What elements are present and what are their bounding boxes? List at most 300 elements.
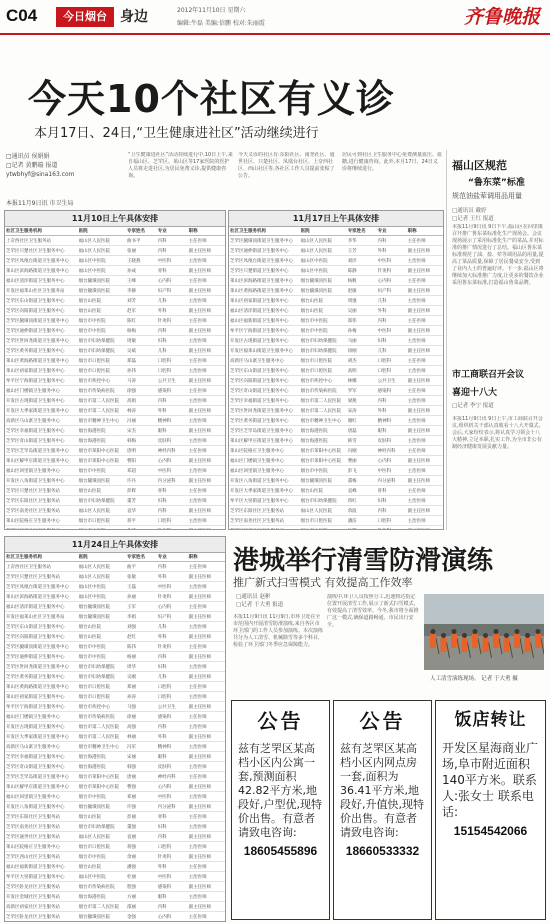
worker-figure: [535, 634, 541, 648]
table-cell: 骨科: [157, 486, 188, 496]
table-cell: 主任医师: [188, 276, 225, 286]
table-header-row: [5, 553, 225, 562]
table-row: [5, 276, 225, 286]
table-cell: [5, 526, 78, 531]
table-cell: 内科: [377, 396, 407, 406]
table-cell: 烟台毓璜顶医院: [78, 602, 126, 612]
table-cell: 烟台毓璜顶医院: [78, 612, 126, 622]
table-cell: [407, 526, 443, 531]
table-cell: 副主任医师: [188, 572, 225, 582]
snow-photo-caption: 人工清雪演练现场。 记者 于大勇 摄: [430, 676, 518, 682]
table-cell: 福山区中医院: [78, 582, 126, 592]
table-row: [229, 486, 443, 496]
table-cell: 上夼西社区卫生服务站: [5, 562, 78, 572]
table-cell: 神经内科: [377, 446, 407, 456]
table-cell: 心内科: [157, 912, 188, 922]
table-cell: 福山区人民医院: [78, 506, 126, 516]
table-cell: 芝罘区芝罘岛街道卫生服务中心: [5, 772, 78, 782]
table-cell: 芝罘区只楚社区卫生服务站: [5, 486, 78, 496]
table-cell: 副主任医师: [407, 456, 443, 466]
table-cell: 余丽: [126, 852, 157, 862]
table-cell: 主治医师: [188, 722, 225, 732]
table-row: [229, 296, 443, 306]
table-row: [5, 306, 225, 316]
table-cell: 高明: [347, 366, 377, 376]
table-cell: 内科: [157, 562, 188, 572]
column-header: 社区卫生服务机构: [229, 227, 300, 236]
table-cell: 神经内科: [157, 446, 188, 456]
table-cell: 外科: [157, 406, 188, 416]
table-row: [229, 436, 443, 446]
table-cell: 烟台市第二人民医院: [78, 406, 126, 416]
table-cell: 儿科: [157, 296, 188, 306]
table-row: [5, 612, 225, 622]
table-cell: 儿科: [157, 346, 188, 356]
table-row: [5, 882, 225, 892]
table-cell: 徐刚: [347, 346, 377, 356]
table-cell: 潘强: [126, 862, 157, 872]
table-cell: 烟台市中医院: [300, 326, 347, 336]
table-cell: 皮肤科: [157, 436, 188, 446]
table-row: [229, 386, 443, 396]
table-cell: 韩强: [126, 762, 157, 772]
table-cell: 外科: [377, 246, 407, 256]
table-cell: 罗军: [347, 386, 377, 396]
table-cell: 针灸科: [157, 592, 188, 602]
table-cell: 主任医师: [188, 712, 225, 722]
worker-head: [494, 629, 499, 634]
ad-restaurant: [435, 700, 546, 920]
table-row: [229, 446, 443, 456]
table-cell: [229, 526, 300, 531]
ad-heading: 公告: [359, 709, 406, 733]
table-cell: 针灸科: [157, 642, 188, 652]
table-cell: 儿科: [157, 622, 188, 632]
table-cell: [157, 922, 188, 923]
table-row: [5, 922, 225, 923]
worker-head: [462, 633, 467, 638]
table-cell: 心内科: [157, 782, 188, 792]
table-cell: 彭丽: [126, 812, 157, 822]
table-cell: 吴斌: [126, 346, 157, 356]
table-cell: 副主任医师: [188, 672, 225, 682]
table-cell: 烟台市中医院: [78, 792, 126, 802]
table-row: [229, 266, 443, 276]
table-cell: 烟台山医院: [78, 862, 126, 872]
table-cell: 芝罘区黄务街道卫生服务中心: [229, 416, 300, 426]
table-cell: 妇产科: [157, 286, 188, 296]
table-cell: 主任医师: [407, 316, 443, 326]
table-cell: 副主任医师: [407, 306, 443, 316]
table-row: [5, 802, 225, 812]
table-cell: 烟台市口腔医院: [300, 356, 347, 366]
table-cell: 烟台市妇幼保健院: [78, 672, 126, 682]
table-row: [5, 762, 225, 772]
table-cell: [5, 922, 78, 923]
table-cell: 副主任医师: [188, 346, 225, 356]
table-cell: 主治医师: [188, 762, 225, 772]
table-cell: 杨梅: [126, 326, 157, 336]
table-title: 11月10日上午具体安排: [71, 214, 159, 223]
table-cell: [126, 526, 157, 531]
table-cell: 心内科: [157, 602, 188, 612]
table-cell: 烟台市疾控中心: [300, 376, 347, 386]
fushan-subhead: 规范油盐荤调用品用量: [452, 192, 522, 200]
table-cell: 儿科: [157, 672, 188, 682]
table-cell: 副主任医师: [188, 732, 225, 742]
column-header: 职称: [188, 553, 225, 562]
table-row: [5, 642, 225, 652]
table-cell: 主治医师: [407, 496, 443, 506]
worker-figure: [441, 638, 447, 652]
table-cell: 烟台市第二人民医院: [78, 722, 126, 732]
table-cell: 芝罘区东阳社区卫生服务站: [229, 506, 300, 516]
table-cell: 徐丽: [126, 712, 157, 722]
table-cell: 芝罘区毓璜顶街道卫生服务中心: [5, 642, 78, 652]
table-cell: 福山区福新街道卫生服务中心: [5, 862, 78, 872]
snow-drill-photo: [424, 594, 544, 670]
masthead-rule: [0, 33, 550, 35]
table-cell: 副主任医师: [188, 632, 225, 642]
table-cell: 福山区人民医院: [78, 236, 126, 246]
table-row: [229, 466, 443, 476]
table-cell: 烟台市口腔医院: [78, 366, 126, 376]
table-cell: 牟平区宁海街道卫生服务中心: [229, 326, 300, 336]
table-cell: 烟台市妇幼保健院: [78, 496, 126, 506]
table-cell: 陈伟: [126, 642, 157, 652]
table-cell: 杨丽: [126, 652, 157, 662]
ad-apartment: [231, 700, 330, 920]
table-row: [229, 396, 443, 406]
table-row: [5, 316, 225, 326]
table-cell: 徐强: [126, 386, 157, 396]
table-cell: 杨帆: [347, 276, 377, 286]
table-cell: 烟台市中医院: [300, 316, 347, 326]
column-header: 医院: [78, 227, 126, 236]
table-cell: 芝罘区南尧社区卫生服务站: [5, 822, 78, 832]
table-cell: 主治医师: [188, 822, 225, 832]
table-cell: 芝罘区奇山街道卫生服务中心: [5, 762, 78, 772]
snow-headline: 港城举行清雪防滑演练: [233, 546, 494, 576]
table-row: [5, 236, 225, 246]
table-cell: 烟台海港医院: [78, 436, 126, 446]
table-cell: 副主任医师: [188, 286, 225, 296]
table-cell: 副主任医师: [188, 246, 225, 256]
snow-drill-photo-graphic: [424, 594, 544, 670]
table-cell: 烟台市精神卫生中心: [78, 742, 126, 752]
table-cell: 烟台市莱阳中心医院: [78, 782, 126, 792]
table-row: [5, 682, 225, 692]
byline-reporter-1: □通讯员 侯娟娟: [6, 153, 50, 160]
table-cell: 芝罘区世回尧街道卫生服务中心: [5, 662, 78, 672]
table-cell: 中医科: [157, 582, 188, 592]
table-cell: 李娟: [126, 612, 157, 622]
table-cell: 烟台市口腔医院: [300, 366, 347, 376]
table-cell: 莱山区黄海路街道卫生服务中心: [5, 356, 78, 366]
table-cell: 主治医师: [188, 336, 225, 346]
table-row: [5, 622, 225, 632]
table-cell: 莱山区解甲庄街道卫生服务中心: [5, 782, 78, 792]
table-cell: 针灸科: [157, 316, 188, 326]
table-cell: 感染科: [377, 386, 407, 396]
table-row: [5, 862, 225, 872]
table-cell: 口腔科: [157, 356, 188, 366]
table-cell: 主治医师: [188, 842, 225, 852]
table-cell: 感染科: [157, 712, 188, 722]
table-cell: 赵红: [126, 632, 157, 642]
table-cell: 烟台市中医院: [78, 642, 126, 652]
table-cell: 陈静: [347, 266, 377, 276]
table-row: [5, 562, 225, 572]
table-row: [5, 426, 225, 436]
table-cell: 烟台毓璜顶医院: [78, 276, 126, 286]
table-row: [5, 712, 225, 722]
table-cell: 主治医师: [188, 692, 225, 702]
table-cell: 杜丽: [126, 872, 157, 882]
table-cell: 许强: [126, 802, 157, 812]
table-cell: 主任医师: [188, 236, 225, 246]
table-cell: 烟台山医院: [78, 296, 126, 306]
table-row: [5, 346, 225, 356]
table-cell: 高强: [126, 722, 157, 732]
table-cell: 芝罘区通伸街道卫生服务中心: [5, 652, 78, 662]
table-cell: 吴刚: [126, 672, 157, 682]
table-cell: 王军: [126, 602, 157, 612]
table-cell: 开发区大季家街道卫生服务中心: [229, 486, 300, 496]
table-cell: 芝罘区世回尧街道卫生服务中心: [229, 406, 300, 416]
table-cell: 副主任医师: [407, 286, 443, 296]
table-row: [5, 732, 225, 742]
table-cell: 副主任医师: [188, 702, 225, 712]
table-cell: 彭飞: [347, 466, 377, 476]
snow-byline: [236, 593, 283, 609]
table-cell: 副主任医师: [407, 506, 443, 516]
chamber-headline-1: 市工商联召开会议: [452, 370, 525, 380]
table-cell: 曹丽: [347, 456, 377, 466]
table-cell: 妇科: [157, 496, 188, 506]
table-cell: 内分泌科: [157, 802, 188, 812]
table-cell: 唐磊: [347, 426, 377, 436]
table-cell: 烟台市莱阳中心医院: [300, 456, 347, 466]
ad-body: 兹有芝罘区某高档小区内公寓一套,预测面积42.82平方米,地段好,户型优,现特价出售。有意者请致电咨询:: [238, 742, 322, 839]
table-row: [5, 446, 225, 456]
table-cell: 主任医师: [407, 236, 443, 246]
table-cell: 芝罘区南尧社区卫生服务站: [5, 506, 78, 516]
table-cell: 孙成: [126, 266, 157, 276]
table-row: [5, 286, 225, 296]
table-cell: 主治医师: [407, 466, 443, 476]
table-row: [229, 506, 443, 516]
table-cell: 妇产科: [157, 612, 188, 622]
table-cell: 莱山区滨海路街道卫生服务中心: [229, 276, 300, 286]
ad-phone: 18660533332: [345, 844, 420, 858]
table-cell: 主治医师: [407, 256, 443, 266]
worker-figure: [493, 634, 499, 648]
table-cell: 芝罘区卧龙社区卫生服务站: [5, 912, 78, 922]
table-cell: 烟台市口腔医院: [78, 516, 126, 526]
table-row: [229, 346, 443, 356]
schedule-table-nov17: [228, 210, 444, 530]
table-cell: 副主任医师: [188, 852, 225, 862]
table-cell: 公共卫生: [157, 376, 188, 386]
table-row: [5, 742, 225, 752]
table-cell: 烟台毓璜顶医院: [78, 476, 126, 486]
table-cell: 董强: [126, 822, 157, 832]
table-cell: 开发区大季家街道卫生服务中心: [5, 732, 78, 742]
table-cell: 芝罘区芝罘岛街道卫生服务中心: [229, 426, 300, 436]
byline-reporter-2: □记者 黄鹏璇 报道: [6, 162, 58, 169]
table-cell: 烟台市中医院: [78, 466, 126, 476]
table-cell: 金强: [126, 912, 157, 922]
table-cell: 芝罘区东山街道卫生服务中心: [229, 366, 300, 376]
table-cell: 儿科: [377, 296, 407, 306]
table-cell: 烟台市莱阳中心医院: [78, 772, 126, 782]
table-cell: 芝罘区只楚社区卫生服务中心: [5, 246, 78, 256]
table-cell: 莱山区滨海路街道卫生服务中心: [5, 592, 78, 602]
table-cell: 内科: [157, 832, 188, 842]
table-cell: 主治医师: [188, 516, 225, 526]
table-cell: 烟台市精神卫生中心: [78, 416, 126, 426]
table-cell: 副主任医师: [188, 612, 225, 622]
table-cell: 内科: [377, 236, 407, 246]
table-cell: 内科: [377, 506, 407, 516]
table-row: [229, 476, 443, 486]
table-cell: 福山区门楼镇卫生服务中心: [5, 386, 78, 396]
table-cell: 精神科: [157, 742, 188, 752]
table-cell: 主治医师: [407, 366, 443, 376]
table-cell: 福山区人民医院: [78, 562, 126, 572]
table-cell: 郑丽: [126, 682, 157, 692]
table-cell: 烟台市口腔医院: [78, 692, 126, 702]
table-row: [5, 336, 225, 346]
table-cell: 福山区清洋街道卫生服务中心: [5, 602, 78, 612]
worker-figure: [462, 638, 468, 652]
table-row: [229, 356, 443, 366]
masthead: [0, 0, 550, 38]
snow-subhead: 推广新式扫雪模式 有效提高工作效率: [233, 576, 413, 589]
table-row: [5, 752, 225, 762]
table-cell: 吴丽: [347, 306, 377, 316]
page-number: C04: [6, 6, 38, 25]
table-cell: 妇科: [157, 822, 188, 832]
table-cell: 烟台市妇幼保健院: [78, 336, 126, 346]
lead-paragraph-3: 居民可到社区卫生服务中心免费测量血压、血糖,进行健康咨询。此外,本月17日、24日义诊将继续进行。: [342, 152, 442, 172]
table-cell: 开发区金城社区卫生服务站: [5, 892, 78, 902]
table-row: [5, 572, 225, 582]
table-title-bar: [5, 537, 225, 553]
worker-figure: [472, 634, 478, 648]
table-row: [229, 516, 443, 526]
table-cell: 眼科: [157, 892, 188, 902]
table-cell: 烟台山医院: [78, 812, 126, 822]
byline-reporter-2: □记者 王红 报道: [452, 216, 494, 222]
table-row: [229, 336, 443, 346]
table-cell: 中医科: [377, 256, 407, 266]
table-row: [229, 236, 443, 246]
column-header: 医院: [300, 227, 347, 236]
table-cell: 高新区马山寨卫生服务中心: [5, 416, 78, 426]
table-cell: 张敏: [126, 572, 157, 582]
lead-headline: 今天10个社区有义诊: [28, 77, 395, 121]
table-cell: 福山区人民医院: [78, 246, 126, 256]
table-row: [5, 782, 225, 792]
table-cell: 莱山区黄海路街道卫生服务中心: [5, 682, 78, 692]
table-cell: 烟台市疾控中心: [78, 376, 126, 386]
schedule-grid: [229, 227, 443, 530]
table-cell: 谢红: [347, 416, 377, 426]
worker-head: [473, 629, 478, 634]
table-cell: 皮肤科: [377, 436, 407, 446]
column-header: 专业: [377, 227, 407, 236]
table-cell: 蒋强: [126, 842, 157, 852]
table-row: [5, 486, 225, 496]
table-cell: 彭辉: [126, 486, 157, 496]
table-cell: 张丽: [126, 246, 157, 256]
table-cell: 福山区回里镇卫生服务中心: [5, 466, 78, 476]
table-row: [229, 366, 443, 376]
table-cell: 口腔科: [157, 366, 188, 376]
table-cell: 周强: [347, 296, 377, 306]
table-cell: 唐丽: [126, 772, 157, 782]
table-cell: 针灸科: [377, 266, 407, 276]
section-tab: 今日烟台: [56, 7, 114, 27]
table-row: [5, 266, 225, 276]
table-cell: 眼科: [377, 426, 407, 436]
table-cell: 孙伟: [126, 366, 157, 376]
chamber-headline-2: 喜迎十八大: [452, 388, 498, 398]
table-row: [5, 406, 225, 416]
table-cell: 眼科: [157, 752, 188, 762]
table-cell: 口腔科: [157, 682, 188, 692]
table-cell: 内科: [157, 722, 188, 732]
table-cell: 袁丽: [126, 832, 157, 842]
worker-figure: [525, 638, 531, 652]
table-cell: 烟台海港医院: [78, 762, 126, 772]
table-cell: 牟平区宁海街道卫生服务中心: [5, 376, 78, 386]
table-row: [5, 602, 225, 612]
table-cell: 副主任医师: [188, 652, 225, 662]
table-cell: 王芳: [347, 246, 377, 256]
table-cell: 主任医师: [188, 446, 225, 456]
table-cell: 烟台山医院: [300, 296, 347, 306]
table-cell: 主治医师: [188, 662, 225, 672]
table-cell: 王磊: [126, 582, 157, 592]
table-cell: 韩雪: [347, 436, 377, 446]
table-row: [5, 772, 225, 782]
table-cell: 芝罘区奇山街道卫生服务中心: [5, 436, 78, 446]
column-rule: [446, 150, 447, 530]
table-cell: 芝罘区芝罘岛街道卫生服务中心: [5, 446, 78, 456]
table-cell: 外科: [157, 306, 188, 316]
table-cell: 感染科: [157, 882, 188, 892]
table-cell: 梁燕: [347, 396, 377, 406]
table-row: [229, 426, 443, 436]
table-cell: 马强: [126, 702, 157, 712]
table-cell: 芝罘区卧龙社区卫生服务站: [5, 882, 78, 892]
table-cell: 芝罘区世回尧街道卫生服务中心: [5, 336, 78, 346]
worker-head: [515, 629, 520, 634]
table-cell: 主任医师: [188, 682, 225, 692]
table-cell: 骨科: [157, 812, 188, 822]
table-cell: 高新区初家社区卫生服务站: [5, 902, 78, 912]
table-row: [5, 812, 225, 822]
table-cell: 高新区马山寨卫生服务中心: [229, 356, 300, 366]
table-cell: 烟台市莱阳中心医院: [78, 456, 126, 466]
table-cell: 公共卫生: [377, 376, 407, 386]
table-cell: 福山区清洋街道卫生服务中心: [5, 276, 78, 286]
byline-reporter-1: □通讯员 赵彬: [236, 594, 271, 600]
table-cell: 副主任医师: [188, 782, 225, 792]
